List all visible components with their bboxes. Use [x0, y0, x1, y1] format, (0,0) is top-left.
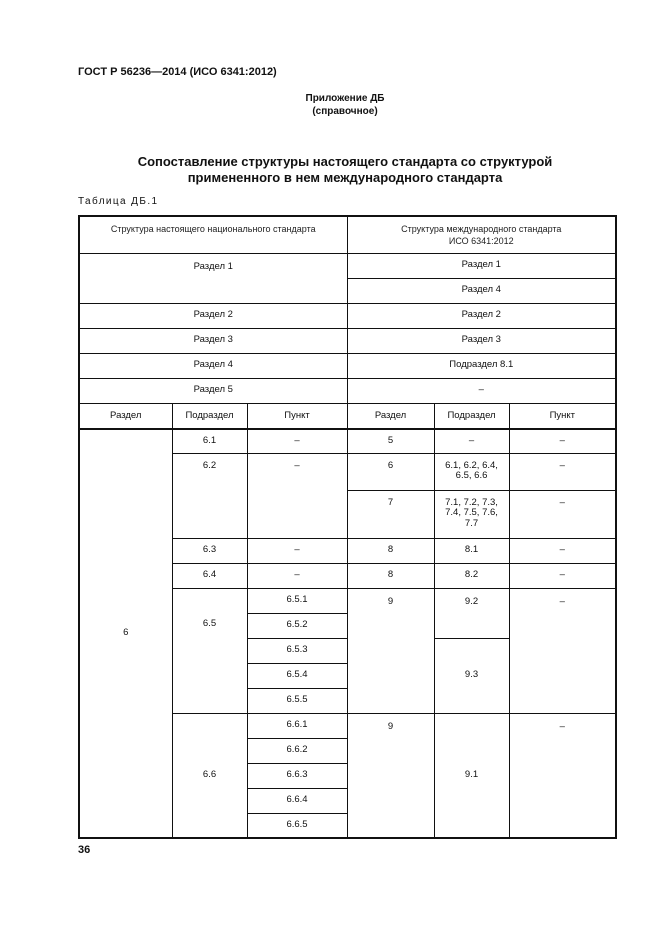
- cell: 8: [347, 538, 434, 563]
- nat-section-4: Раздел 4: [79, 353, 347, 378]
- cell: –: [247, 429, 347, 453]
- cell: 6.5.1: [247, 588, 347, 613]
- table-row: [79, 429, 616, 453]
- cell: –: [509, 453, 616, 490]
- cell: –: [509, 588, 616, 713]
- cell: 7: [347, 490, 434, 538]
- annex-note: (справочное): [312, 106, 378, 117]
- int-section-4: Раздел 4: [347, 278, 616, 303]
- nat-section-5: Раздел 5: [79, 378, 347, 403]
- column-header-row: [79, 403, 616, 429]
- cell: 6.1: [172, 429, 247, 453]
- cell: 6.6.3: [247, 763, 347, 788]
- cell: 6.6.4: [247, 788, 347, 813]
- cell: 6.3: [172, 538, 247, 563]
- cell: 6.6.1: [247, 713, 347, 738]
- cell: 6.6: [172, 713, 247, 838]
- cell: 9.1: [434, 713, 509, 838]
- cell: –: [509, 563, 616, 588]
- cell: –: [509, 490, 616, 538]
- table-header-row: [79, 216, 616, 253]
- national-structure-header: Структура настоящего национального стандарта: [79, 216, 347, 253]
- cell: 9: [347, 713, 434, 838]
- cell: 5: [347, 429, 434, 453]
- nat-section-2: Раздел 2: [79, 303, 347, 328]
- table-row: [79, 328, 616, 353]
- int-section-2: Раздел 2: [347, 303, 616, 328]
- int-section-3: Раздел 3: [347, 328, 616, 353]
- col-int-section: Раздел: [347, 403, 434, 429]
- cell: 8.1: [434, 538, 509, 563]
- int-section-1: Раздел 1: [347, 253, 616, 278]
- cell: –: [247, 453, 347, 538]
- nat-section-3: Раздел 3: [79, 328, 347, 353]
- col-nat-item: Пункт: [247, 403, 347, 429]
- cell: –: [247, 563, 347, 588]
- table-row: [79, 378, 616, 403]
- cell: 6.4: [172, 563, 247, 588]
- international-header-line1: Структура международного стандарта: [401, 224, 562, 234]
- cell: –: [247, 538, 347, 563]
- document-title-line1: Сопоставление структуры настоящего стандарта со структурой: [137, 154, 553, 169]
- cell: 6.1, 6.2, 6.4, 6.5, 6.6: [434, 453, 509, 490]
- cell: 7.1, 7.2, 7.3, 7.4, 7.5, 7.6, 7.7: [434, 490, 509, 538]
- cell: 6.5.4: [247, 663, 347, 688]
- cell: 6.6.2: [247, 738, 347, 763]
- cell: 9.3: [434, 638, 509, 713]
- document-header: ГОСТ Р 56236—2014 (ИСО 6341:2012): [78, 66, 277, 78]
- cell: –: [509, 538, 616, 563]
- cell: 9.2: [434, 588, 509, 638]
- cell: 6.2: [172, 453, 247, 538]
- col-int-subsection: Подраздел: [434, 403, 509, 429]
- cell: 9: [347, 588, 434, 713]
- cell: 6.5.5: [247, 688, 347, 713]
- cell: 6.6.5: [247, 813, 347, 838]
- col-int-item: Пункт: [509, 403, 616, 429]
- col-nat-subsection: Подраздел: [172, 403, 247, 429]
- international-structure-header: [347, 216, 616, 253]
- cell: 6.5.2: [247, 613, 347, 638]
- structure-comparison-table: [78, 215, 617, 839]
- table-row: [79, 303, 616, 328]
- document-title-line2: примененного в нем международного стандарта: [187, 170, 503, 185]
- int-subsection-8-1: Подраздел 8.1: [347, 353, 616, 378]
- cell: 6: [347, 453, 434, 490]
- int-section-dash: –: [347, 378, 616, 403]
- international-header-line2: ИСО 6341:2012: [448, 236, 514, 246]
- table-row: [79, 353, 616, 378]
- cell: –: [434, 429, 509, 453]
- cell: 6.5.3: [247, 638, 347, 663]
- cell: 8: [347, 563, 434, 588]
- page-number: 36: [78, 844, 91, 856]
- nat-section-1: Раздел 1: [79, 253, 347, 303]
- cell: –: [509, 713, 616, 838]
- table-row: [79, 253, 616, 278]
- cell: 6.5: [172, 588, 247, 713]
- cell: 8.2: [434, 563, 509, 588]
- col-nat-section: Раздел: [79, 403, 172, 429]
- cell: –: [509, 429, 616, 453]
- table-caption: Таблица ДБ.1: [78, 196, 159, 207]
- nat-section-6: 6: [79, 429, 172, 838]
- annex-title: Приложение ДБ: [305, 93, 385, 104]
